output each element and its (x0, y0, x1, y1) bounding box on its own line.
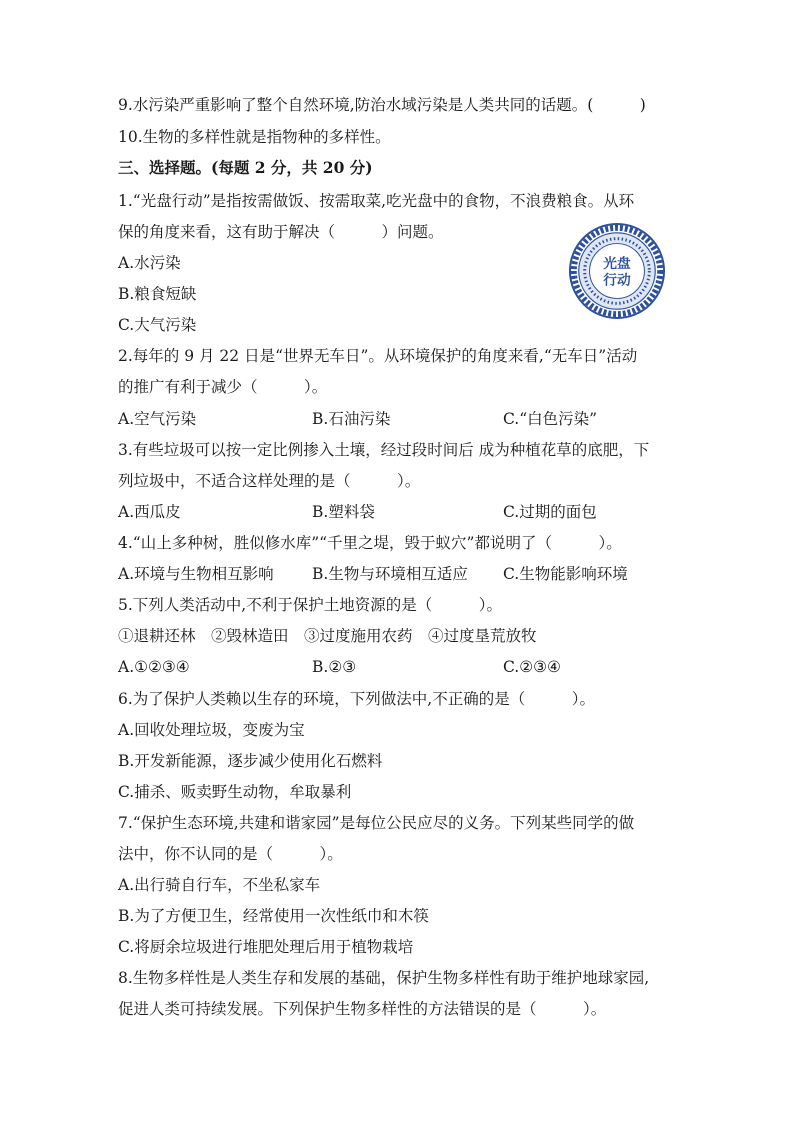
q5-stem: 5.下列人类活动中,不利于保护土地资源的是（ ）。 (118, 596, 502, 614)
q3-stem-line2: 列垃圾中，不适合这样处理的是（ ）。 (118, 472, 421, 490)
q10-true-false: 10.生物的多样性就是指物种的多样性。 (118, 128, 391, 146)
q5-option-c: C.②③④ (503, 658, 561, 676)
q6-option-a: A.回收处理垃圾，变废为宝 (118, 721, 305, 739)
q2-stem-line2: 的推广有利于减少（ ）。 (118, 378, 328, 396)
q8-stem-line1: 8.生物多样性是人类生存和发展的基础，保护生物多样性有助于维护地球家园, (118, 969, 650, 987)
q5-option-b: B.②③ (312, 658, 357, 676)
q2-option-c: C.“白色污染” (503, 410, 598, 428)
q5-option-a: A.①②③④ (118, 658, 190, 676)
q4-option-a: A.环境与生物相互影响 (118, 565, 274, 583)
q7-stem-line2: 法中，你不认同的是（ ）。 (118, 845, 343, 863)
q9-true-false: 9.水污染严重影响了整个自然环境,防治水域污染是人类共同的话题。( ) (118, 96, 646, 114)
q4-option-b: B.生物与环境相互适应 (312, 565, 468, 583)
q3-option-c: C.过期的面包 (503, 503, 597, 521)
q6-option-b: B.开发新能源，逐步减少使用化石燃料 (118, 752, 383, 770)
q1-stem-line2: 保的角度来看，这有助于解决（ ）问题。 (118, 223, 444, 241)
q1-stem-line1: 1.“光盘行动”是指按需做饭、按需取菜,吃光盘中的食物，不浪费粮食。从环 (118, 192, 635, 210)
q7-option-b: B.为了方便卫生，经常使用一次性纸巾和木筷 (118, 907, 429, 925)
clear-plate-logo (568, 222, 666, 320)
q7-option-a: A.出行骑自行车，不坐私家车 (118, 876, 321, 894)
q6-option-c: C.捕杀、贩卖野生动物，牟取暴利 (118, 783, 352, 801)
q7-stem-line1: 7.“保护生态环境,共建和谐家园”是每位公民应尽的义务。下列某些同学的做 (118, 814, 635, 832)
q6-stem: 6.为了保护人类赖以生存的环境，下列做法中,不正确的是（ ）。 (118, 690, 595, 708)
q8-stem-line2: 促进人类可持续发展。下列保护生物多样性的方法错误的是（ ）。 (118, 1000, 607, 1018)
q3-stem-line1: 3.有些垃圾可以按一定比例掺入土壤，经过段时间后 成为种植花草的底肥，下 (118, 441, 650, 459)
q5-activity-list: ①退耕还林 ②毁林造田 ③过度施用农药 ④过度垦荒放牧 (118, 627, 537, 645)
logo-text-line2: 行动 (603, 272, 631, 289)
logo-text-line1: 光盘 (603, 256, 631, 273)
q1-option-b: B.粮食短缺 (118, 285, 197, 303)
q7-option-c: C.将厨余垃圾进行堆肥处理后用于植物栽培 (118, 938, 414, 956)
q2-stem-line1: 2.每年的 9 月 22 日是“世界无车日”。从环境保护的角度来看,“无车日”活动 (118, 347, 638, 365)
q2-option-a: A.空气污染 (118, 410, 197, 428)
q3-option-a: A.西瓜皮 (118, 503, 181, 521)
q2-option-b: B.石油污染 (312, 410, 391, 428)
q4-stem: 4.“山上多种树，胜似修水库”“千里之堤，毁于蚁穴”都说明了（ ）。 (118, 534, 622, 552)
section-heading-multiple-choice: 三、选择题。(每题 2 分，共 20 分) (118, 158, 373, 177)
q4-option-c: C.生物能影响环境 (503, 565, 628, 583)
q3-option-b: B.塑料袋 (312, 503, 375, 521)
q1-option-a: A.水污染 (118, 254, 181, 272)
q1-option-c: C.大气污染 (118, 316, 197, 334)
